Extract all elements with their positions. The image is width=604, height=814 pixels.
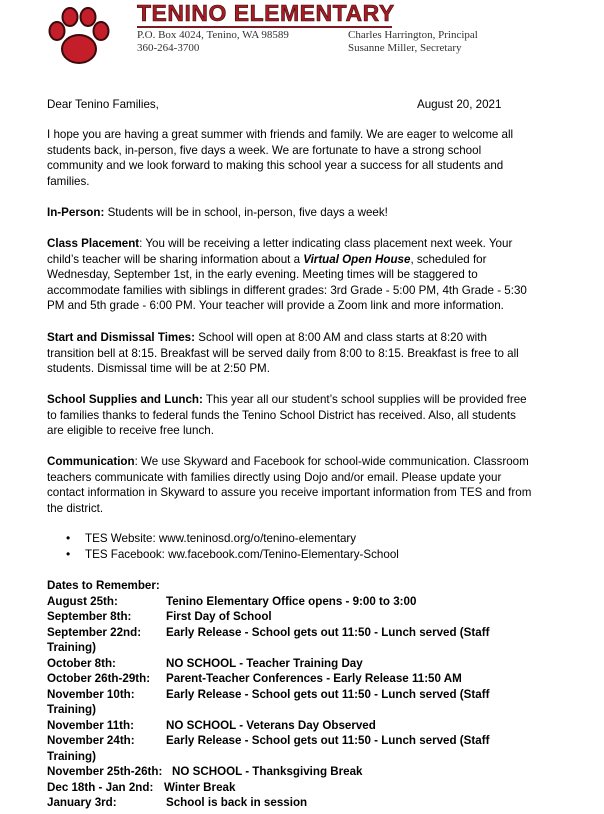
date-row [47, 609, 567, 625]
date-label: November 10th: [47, 687, 135, 701]
date-label: January 3rd: [47, 796, 117, 809]
virtual-open-house-emphasis: Virtual Open House [303, 252, 411, 266]
date-event: Early Release - School gets out 11:50 - Lunch served (Staff [166, 734, 490, 747]
principal-name: Charles Harrington, Principal [348, 29, 478, 41]
start-dismissal-heading: Start and Dismissal Times: [47, 331, 195, 344]
class-placement-heading: Class Placement [47, 237, 140, 250]
intro-line: community and we look forward to making this school year a success for all students and [47, 159, 504, 172]
website-label: TES Website: [85, 532, 159, 545]
date-row [47, 687, 567, 718]
greeting: Dear Tenino Families, [47, 98, 159, 111]
paw-print-icon [46, 4, 112, 70]
date-label: September 22nd: [47, 625, 142, 639]
in-person-paragraph [47, 205, 388, 221]
date-event: NO SCHOOL - Thanksgiving Break [172, 765, 363, 778]
paragraph-text: accommodate families with siblings in different grades: 3rd Grade - 5:00 PM, 4th Grade - 5:30 [47, 283, 527, 297]
date-label: Dec 18th - Jan 2nd: [47, 780, 154, 794]
date-event: NO SCHOOL - Teacher Training Day [166, 656, 363, 670]
date-event: First Day of School [166, 610, 272, 623]
paragraph-text: the district. [47, 501, 104, 515]
paragraph-text: : We use Skyward and Facebook for school-wide communication. Classroom [134, 455, 529, 468]
dates-heading: Dates to Remember: [47, 579, 160, 592]
facebook-link[interactable]: ww.facebook.com/Tenino-Elementary-School [168, 547, 399, 561]
communication-paragraph [47, 454, 531, 516]
date-row [47, 671, 567, 687]
supplies-lunch-heading: School Supplies and Lunch: [47, 393, 203, 406]
date-label: November 11th: [47, 718, 134, 732]
in-person-heading: In-Person: [47, 206, 105, 219]
class-placement-paragraph [47, 236, 527, 314]
paragraph-text: : You will be receiving a letter indicating class placement next week. Your [139, 237, 513, 250]
date-event-continued: Training) [47, 749, 96, 763]
date-label: August 25th: [47, 594, 118, 608]
communication-heading: Communication [47, 455, 135, 468]
date-row [47, 625, 567, 656]
links-list [66, 531, 399, 562]
date-row [47, 733, 567, 764]
paragraph-text: child’s teacher will be sharing information about a [47, 252, 304, 266]
date-event: Winter Break [164, 780, 236, 794]
paragraph-text: School will open at 8:00 AM and class starts at 8:20 with [194, 331, 487, 344]
date-event-continued: Training) [47, 641, 96, 654]
school-name: TENINO ELEMENTARY [137, 0, 395, 26]
date-row [47, 594, 567, 610]
paragraph-text: PM and 5th grade - 6:00 PM. Your teacher will provide a Zoom link and more information. [47, 299, 504, 312]
in-person-text: Students will be in school, in-person, five days a week! [104, 206, 388, 219]
list-item [66, 531, 399, 547]
date-event-continued: Training) [47, 703, 96, 716]
paragraph-text: transition bell at 8:15. Breakfast will be served daily from 8:00 to 8:15. Breakfast is free to all [47, 346, 519, 360]
school-phone: 360-264-3700 [137, 42, 200, 54]
date-label: September 8th: [47, 610, 132, 623]
date-row [47, 795, 567, 811]
date-row [47, 656, 567, 672]
paragraph-text: students. Dismissal time will be at 2:50 PM. [47, 362, 270, 375]
facebook-label: TES Facebook: [85, 547, 169, 561]
intro-line: families. [47, 174, 90, 188]
date-event: Early Release - School gets out 11:50 - Lunch served (Staff [166, 687, 490, 701]
school-address: P.O. Box 4024, Tenino, WA 98589 [137, 29, 289, 41]
date-label: October 8th: [47, 656, 116, 670]
date-label: November 24th: [47, 734, 135, 747]
paragraph-text: are eligible to receive free lunch. [47, 424, 214, 437]
start-dismissal-paragraph [47, 330, 519, 377]
date-row [47, 718, 567, 734]
date-event: School is back in session [166, 796, 308, 809]
date-label: October 26th-29th: [47, 672, 151, 685]
paragraph-text: , scheduled for [410, 252, 487, 266]
supplies-lunch-paragraph [47, 392, 527, 439]
date-event: NO SCHOOL - Veterans Day Observed [166, 718, 376, 732]
intro-paragraph [47, 127, 513, 189]
paragraph-text: This year all our student’s school supplies will be provided free [202, 393, 527, 406]
list-item [66, 547, 399, 563]
paragraph-text: Wednesday, September 1st, in the early evening. Meeting times will be staggered to [47, 268, 478, 281]
intro-line: I hope you are having a great summer with friends and family. We are eager to welcome all [47, 128, 514, 141]
paragraph-text: contact information in Skyward to assure you receive important information from TES and from [47, 486, 532, 499]
paragraph-text: to families thanks to federal funds the Tenino School District has received. Also, all students [47, 408, 516, 422]
paragraph-text: teachers communicate with families directly using Dojo and/or email. Please update your [47, 470, 502, 484]
letter-date: August 20, 2021 [417, 98, 502, 111]
date-event: Parent-Teacher Conferences - Early Release 11:50 AM [166, 672, 462, 685]
date-row [47, 780, 567, 796]
intro-line: students back, in-person, five days a week. We are fortunate to have a strong school [47, 143, 482, 157]
date-label: November 25th-26th: [47, 765, 163, 778]
date-event: Tenino Elementary Office opens - 9:00 to 3:00 [166, 594, 417, 608]
website-link[interactable]: www.teninosd.org/o/tenino-elementary [158, 532, 357, 545]
secretary-name: Susanne Miller, Secretary [348, 42, 462, 54]
date-event: Early Release - School gets out 11:50 - Lunch served (Staff [166, 625, 490, 639]
date-row [47, 764, 567, 780]
dates-to-remember [47, 578, 567, 811]
